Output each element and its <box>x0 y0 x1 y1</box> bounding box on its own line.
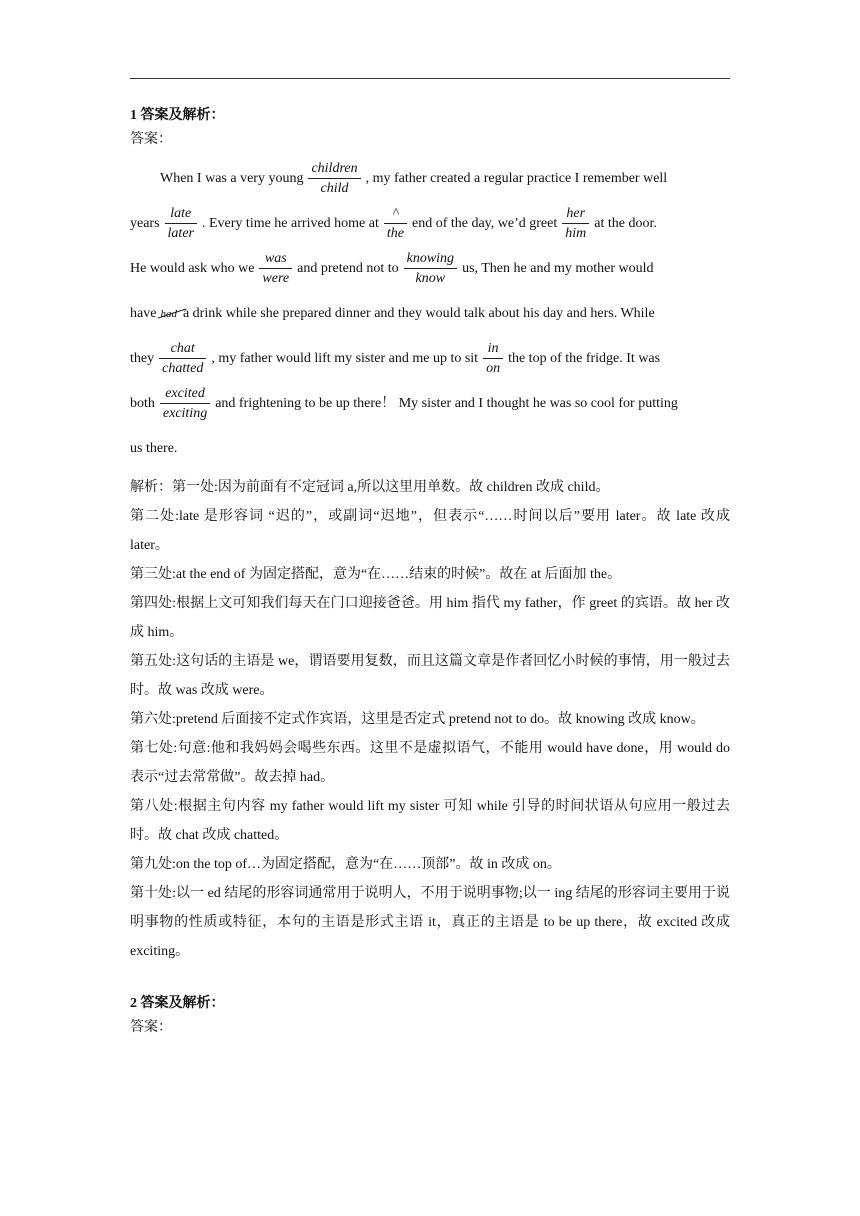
passage-text: , my father would lift my sister and me up to sit <box>211 351 479 366</box>
question-1-heading: 1 答案及解析： <box>130 108 225 123</box>
passage-text: have <box>130 306 157 321</box>
passage-text: and frightening to be up there！ My sister and I thought he was so cool for putting <box>215 396 678 411</box>
page-content <box>130 104 730 1040</box>
passage-text: He would ask who we <box>130 261 255 276</box>
passage-text: both <box>130 396 155 411</box>
passage-text: and pretend not to <box>297 261 399 276</box>
corrected-word: him <box>565 226 587 242</box>
corrected-word: later <box>167 226 194 242</box>
passage-text: at the door. <box>594 216 657 231</box>
passage-line <box>130 201 730 246</box>
passage-text: a drink while she prepared dinner and they would talk about his day and hers. While <box>182 306 655 321</box>
original-word: was <box>259 249 292 269</box>
header-rule <box>130 78 730 79</box>
analysis-item: 解析：第一处:因为前面有不定冠词 a,所以这里用单数。故 children 改成 child。 <box>130 480 610 495</box>
analysis-item: 第二处:late 是形容词 “迟的”，或副词“迟地”，但表示“……时间以后”要用 later。故 late 改成 later。 <box>130 509 730 553</box>
question-2-section <box>130 992 730 1040</box>
passage-line <box>130 336 730 381</box>
analysis-item: 第六处:pretend 后面接不定式作宾语，这里是否定式 pretend not to do。故 knowing 改成 know。 <box>130 712 705 727</box>
question-2-answer-label: 答案： <box>130 1020 172 1035</box>
deleted-word: had <box>160 307 177 320</box>
analysis-item: 第九处:on the top of…为固定搭配，意为“在……顶部”。故 in 改成 on。 <box>130 857 561 872</box>
correction-3-insert <box>384 204 407 243</box>
analysis-section <box>130 473 730 966</box>
correction-5 <box>259 249 292 288</box>
passage-text: , my father created a regular practice I remember well <box>365 171 668 186</box>
insert-mark: ^ <box>384 204 407 224</box>
correction-6 <box>404 249 457 288</box>
question-2-heading: 2 答案及解析： <box>130 996 225 1011</box>
passage-line <box>130 291 730 336</box>
passage-line <box>130 246 730 291</box>
original-word: children <box>308 159 360 179</box>
passage-text: the top of the fridge. It was <box>508 351 661 366</box>
passage-line <box>130 426 730 471</box>
passage-text: When I was a very young <box>160 171 304 186</box>
passage-text: us there. <box>130 441 178 456</box>
analysis-item: 第三处:at the end of 为固定搭配，意为“在……结束的时候”。故在 at 后面加 the。 <box>130 567 622 582</box>
passage-text: us, Then he and my mother would <box>462 261 654 276</box>
question-1-answer-label: 答案： <box>130 132 172 147</box>
original-word: late <box>165 204 197 224</box>
passage-text: end of the day, we’d greet <box>411 216 558 231</box>
corrected-passage <box>130 156 730 471</box>
analysis-item: 第十处:以一 ed 结尾的形容词通常用于说明人，不用于说明事物;以一 ing 结尾的形容词主要用于说明事物的性质或特征，本句的主语是形式主语 it，真正的主语是 to be up there，故 excited 改成 exciting。 <box>130 886 730 959</box>
original-word: chat <box>159 339 206 359</box>
passage-text: . Every time he arrived home at <box>202 216 379 231</box>
corrected-word: chatted <box>162 361 204 377</box>
passage-text: they <box>130 351 155 366</box>
corrected-word: child <box>320 181 349 197</box>
analysis-item: 第四处:根据上文可知我们每天在门口迎接爸爸。用 him 指代 my father，作 greet 的宾语。故 her 改成 him。 <box>130 596 730 640</box>
correction-2 <box>165 204 197 243</box>
passage-line <box>130 381 730 426</box>
original-word: her <box>562 204 589 224</box>
correction-4 <box>562 204 589 243</box>
analysis-item: 第七处:句意:他和我妈妈会喝些东西。这里不是虚拟语气，不能用 would have done，用 would do 表示“过去常常做”。故去掉 had。 <box>130 741 730 785</box>
correction-7-delete <box>160 307 177 321</box>
passage-line <box>130 156 730 201</box>
original-word: in <box>483 339 503 359</box>
corrected-word: were <box>262 271 290 287</box>
correction-8 <box>159 339 206 378</box>
correction-9 <box>483 339 503 378</box>
passage-text: years <box>130 216 160 231</box>
corrected-word: know <box>415 271 446 287</box>
corrected-word: the <box>386 226 404 242</box>
correction-10 <box>160 384 210 423</box>
analysis-item: 第五处:这句话的主语是 we，谓语要用复数，而且这篇文章是作者回忆小时候的事情，用一般过去时。故 was 改成 were。 <box>130 654 730 698</box>
original-word: excited <box>160 384 210 404</box>
corrected-word: exciting <box>162 406 208 422</box>
corrected-word: on <box>486 361 501 377</box>
original-word: knowing <box>404 249 457 269</box>
correction-1 <box>308 159 360 198</box>
analysis-item: 第八处:根据主句内容 my father would lift my sister 可知 while 引导的时间状语从句应用一般过去时。故 chat 改成 chatted。 <box>130 799 730 843</box>
